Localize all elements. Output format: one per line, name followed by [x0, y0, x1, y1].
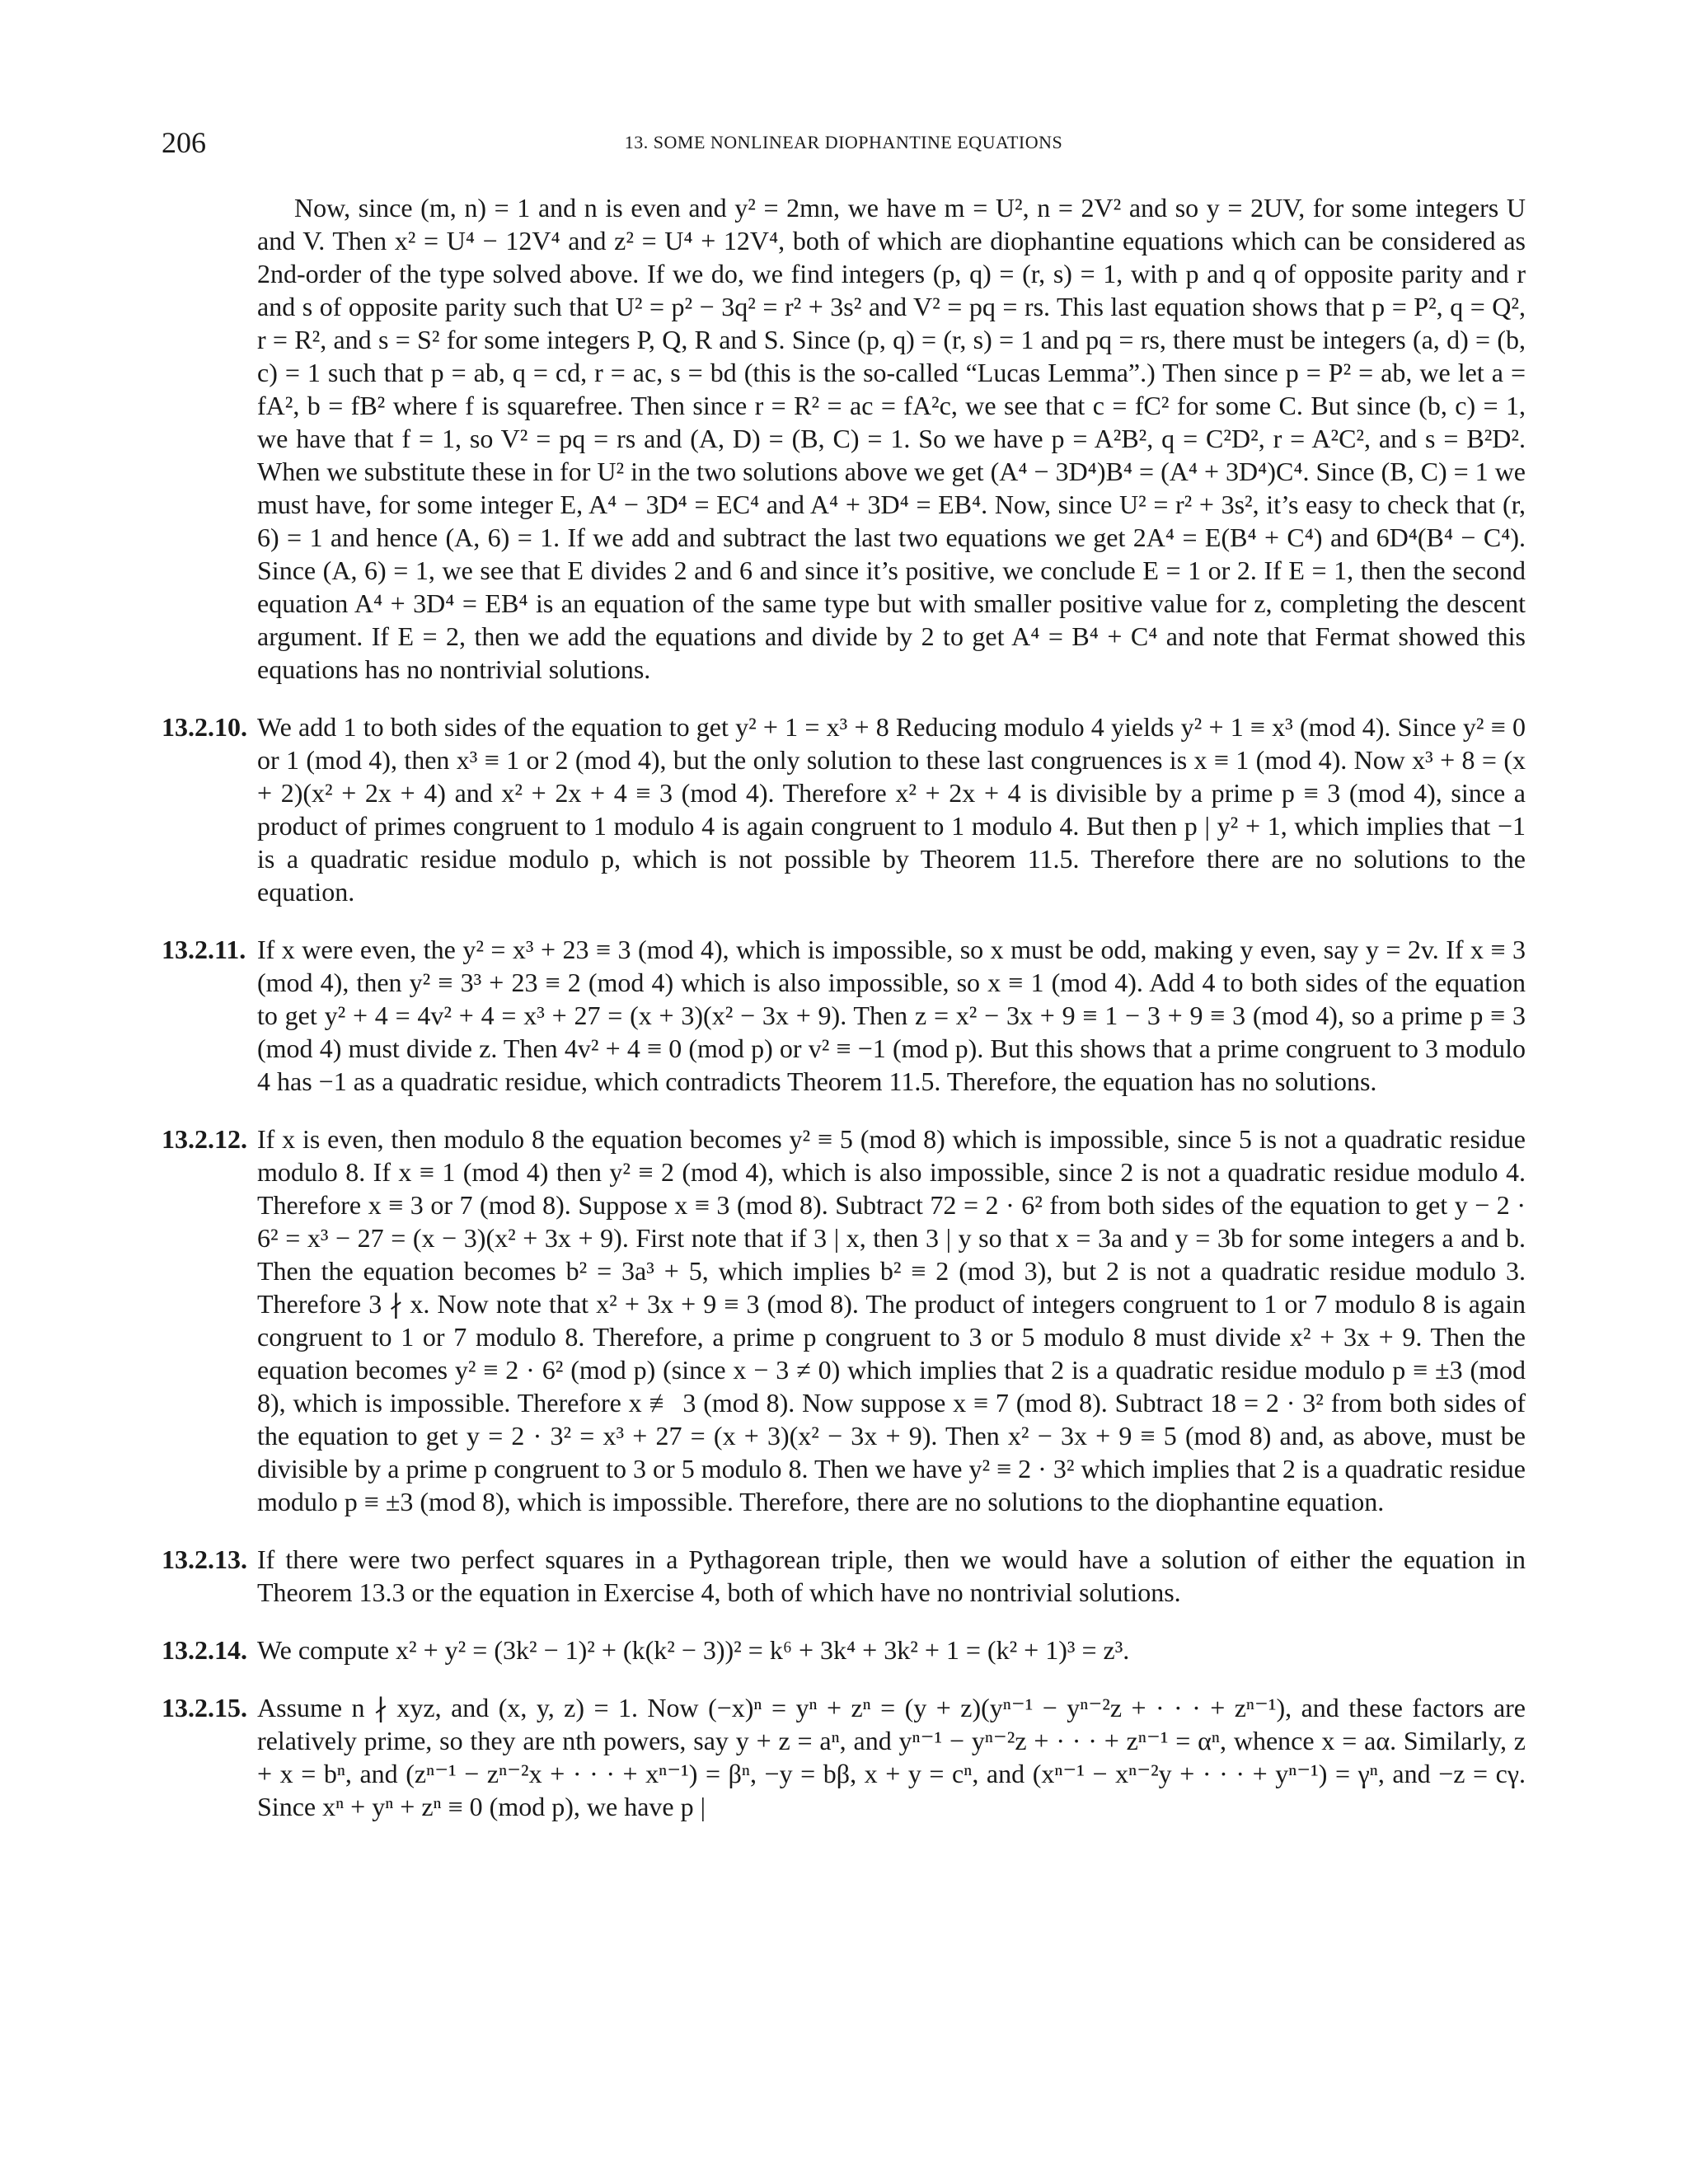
- exercise-13-2-13: [162, 1543, 1526, 1609]
- intro-paragraph: Now, since (m, n) = 1 and n is even and y² = 2mn, we have m = U², n = 2V² and so y = 2UV, for some integers U and V. Then x² = U⁴ − 12V⁴ and z² = U⁴ + 12V⁴, both of which are diophantine equations which can be considered as 2nd-order of the type solved above. If we do, we find integers (p, q) = (r, s) = 1, with p and q of opposite parity and r and s of opposite parity such that U² = p² − 3q² = r² + 3s² and V² = pq = rs. This last equation shows that p = P², q = Q², r = R², and s = S² for some integers P, Q, R and S. Since (p, q) = (r, s) = 1 and pq = rs, there must be integers (a, d) = (b, c) = 1 such that p = ab, q = cd, r = ac, s = bd (this is the so-called “Lucas Lemma”.) Then since p = P² = ab, we let a = fA², b = fB² where f is squarefree. Then since r = R² = ac = fA²c, we see that c = fC² for some C. But since (b, c) = 1, we have that f = 1, so V² = pq = rs and (A, D) = (B, C) = 1. So we have p = A²B², q = C²D², r = A²C², and s = B²D². When we substitute these in for U² in the two solutions above we get (A⁴ − 3D⁴)B⁴ = (A⁴ + 3D⁴)C⁴. Since (B, C) = 1 we must have, for some integer E, A⁴ − 3D⁴ = EC⁴ and A⁴ + 3D⁴ = EB⁴. Now, since U² = r² + 3s², it’s easy to check that (r, 6) = 1 and hence (A, 6) = 1. If we add and subtract the last two equations we get 2A⁴ = E(B⁴ + C⁴) and 6D⁴(B⁴ − C⁴). Since (A, 6) = 1, we see that E divides 2 and 6 and since it’s positive, we conclude E = 1 or 2. If E = 1, then the second equation A⁴ + 3D⁴ = EB⁴ is an equation of the same type but with smaller positive value for z, completing the descent argument. If E = 2, then we add the equations and divide by 2 to get A⁴ = B⁴ + C⁴ and note that Fermat showed this equations has no nontrivial solutions.: [257, 193, 1526, 684]
- exercise-solution: Assume n ∤ xyz, and (x, y, z) = 1. Now (−x)ⁿ = yⁿ + zⁿ = (y + z)(yⁿ⁻¹ − yⁿ⁻²z + · · · + zⁿ⁻¹), and these factors are relatively prime, so they are nth powers, say y + z = aⁿ, and yⁿ⁻¹ − yⁿ⁻²z + · · · + zⁿ⁻¹ = αⁿ, whence x = aα. Similarly, z + x = bⁿ, and (zⁿ⁻¹ − zⁿ⁻²x + · · · + xⁿ⁻¹) = βⁿ, −y = bβ, x + y = cⁿ, and (xⁿ⁻¹ − xⁿ⁻²y + · · · + yⁿ⁻¹) = γⁿ, and −z = cγ. Since xⁿ + yⁿ + zⁿ ≡ 0 (mod p), we have p |: [257, 1693, 1526, 1821]
- exercise-number: 13.2.12.: [162, 1124, 247, 1154]
- page-header: [162, 125, 1526, 166]
- exercise-solution: We add 1 to both sides of the equation to get y² + 1 = x³ + 8 Reducing modulo 4 yields y² + 1 ≡ x³ (mod 4). Since y² ≡ 0 or 1 (mod 4), then x³ ≡ 1 or 2 (mod 4), but the only solution to these last congruences is x ≡ 1 (mod 4). Now x³ + 8 = (x + 2)(x² + 2x + 4) and x² + 2x + 4 ≡ 3 (mod 4). Therefore x² + 2x + 4 is divisible by a prime p ≡ 3 (mod 4), since a product of primes congruent to 1 modulo 4 is again congruent to 1 modulo 4. But then p | y² + 1, which implies that −1 is a quadratic residue modulo p, which is not possible by Theorem 11.5. Therefore there are no solutions to the equation.: [257, 712, 1526, 907]
- exercise-13-2-12: [162, 1122, 1526, 1518]
- exercise-number: 13.2.10.: [162, 712, 247, 742]
- page-number: 206: [162, 126, 206, 159]
- exercise-solution: If x were even, the y² = x³ + 23 ≡ 3 (mod 4), which is impossible, so x must be odd, making y even, say y = 2v. If x ≡ 3 (mod 4), then y² ≡ 3³ + 23 ≡ 2 (mod 4) which is also impossible, so x ≡ 1 (mod 4). Add 4 to both sides of the equation to get y² + 4 = 4v² + 4 = x³ + 27 = (x + 3)(x² − 3x + 9). Then z = x² − 3x + 9 ≡ 1 − 3 + 9 ≡ 3 (mod 4), so a prime p ≡ 3 (mod 4) must divide z. Then 4v² + 4 ≡ 0 (mod p) or v² ≡ −1 (mod p). But this shows that a prime congruent to 3 modulo 4 has −1 as a quadratic residue, which contradicts Theorem 11.5. Therefore, the equation has no solutions.: [257, 935, 1526, 1096]
- exercise-solution: We compute x² + y² = (3k² − 1)² + (k(k² − 3))² = k⁶ + 3k⁴ + 3k² + 1 = (k² + 1)³ = z³.: [257, 1635, 1130, 1665]
- exercise-number: 13.2.13.: [162, 1544, 247, 1574]
- exercise-13-2-15: [162, 1691, 1526, 1823]
- exercise-solution: If x is even, then modulo 8 the equation becomes y² ≡ 5 (mod 8) which is impossible, since 5 is not a quadratic residue modulo 8. If x ≡ 1 (mod 4) then y² ≡ 2 (mod 4), which is also impossible, since 2 is not a quadratic residue modulo 4. Therefore x ≡ 3 or 7 (mod 8). Suppose x ≡ 3 (mod 8). Subtract 72 = 2 · 6² from both sides of the equation to get y − 2 · 6² = x³ − 27 = (x − 3)(x² + 3x + 9). First note that if 3 | x, then 3 | y so that x = 3a and y = 3b for some integers a and b. Then the equation becomes b² = 3a³ + 5, which implies b² ≡ 2 (mod 3), but 2 is not a quadratic residue modulo 3. Therefore 3 ∤ x. Now note that x² + 3x + 9 ≡ 3 (mod 8). The product of integers congruent to 1 or 7 modulo 8 is again congruent to 1 or 7 modulo 8. Therefore, a prime p congruent to 3 or 5 modulo 8 must divide x² + 3x + 9. Then the equation becomes y² ≡ 2 · 6² (mod p) (since x − 3 ≠ 0) which implies that 2 is a quadratic residue modulo p ≡ ±3 (mod 8), which is impossible. Therefore x ≢ 3 (mod 8). Now suppose x ≡ 7 (mod 8). Subtract 18 = 2 · 3² from both sides of the equation to get y = 2 · 3² = x³ + 27 = (x + 3)(x² − 3x + 9). Then x² − 3x + 9 ≡ 5 (mod 8) and, as above, must be divisible by a prime p congruent to 3 or 5 modulo 8. Then we have y² ≡ 2 · 3² which implies that 2 is a quadratic residue modulo p ≡ ±3 (mod 8), which is impossible. Therefore, there are no solutions to the diophantine equation.: [257, 1124, 1526, 1516]
- running-head: 13. SOME NONLINEAR DIOPHANTINE EQUATIONS: [624, 132, 1063, 152]
- exercise-number: 13.2.14.: [162, 1635, 247, 1665]
- exercise-13-2-11: [162, 933, 1526, 1098]
- exercise-number: 13.2.11.: [162, 935, 246, 964]
- exercise-13-2-14: [162, 1633, 1526, 1666]
- page-body: [162, 191, 1526, 1823]
- exercise-13-2-10: [162, 710, 1526, 908]
- exercise-solution: If there were two perfect squares in a Pythagorean triple, then we would have a solution of either the equation in Theorem 13.3 or the equation in Exercise 4, both of which have no nontrivial solutions.: [257, 1544, 1526, 1607]
- exercise-number: 13.2.15.: [162, 1693, 247, 1722]
